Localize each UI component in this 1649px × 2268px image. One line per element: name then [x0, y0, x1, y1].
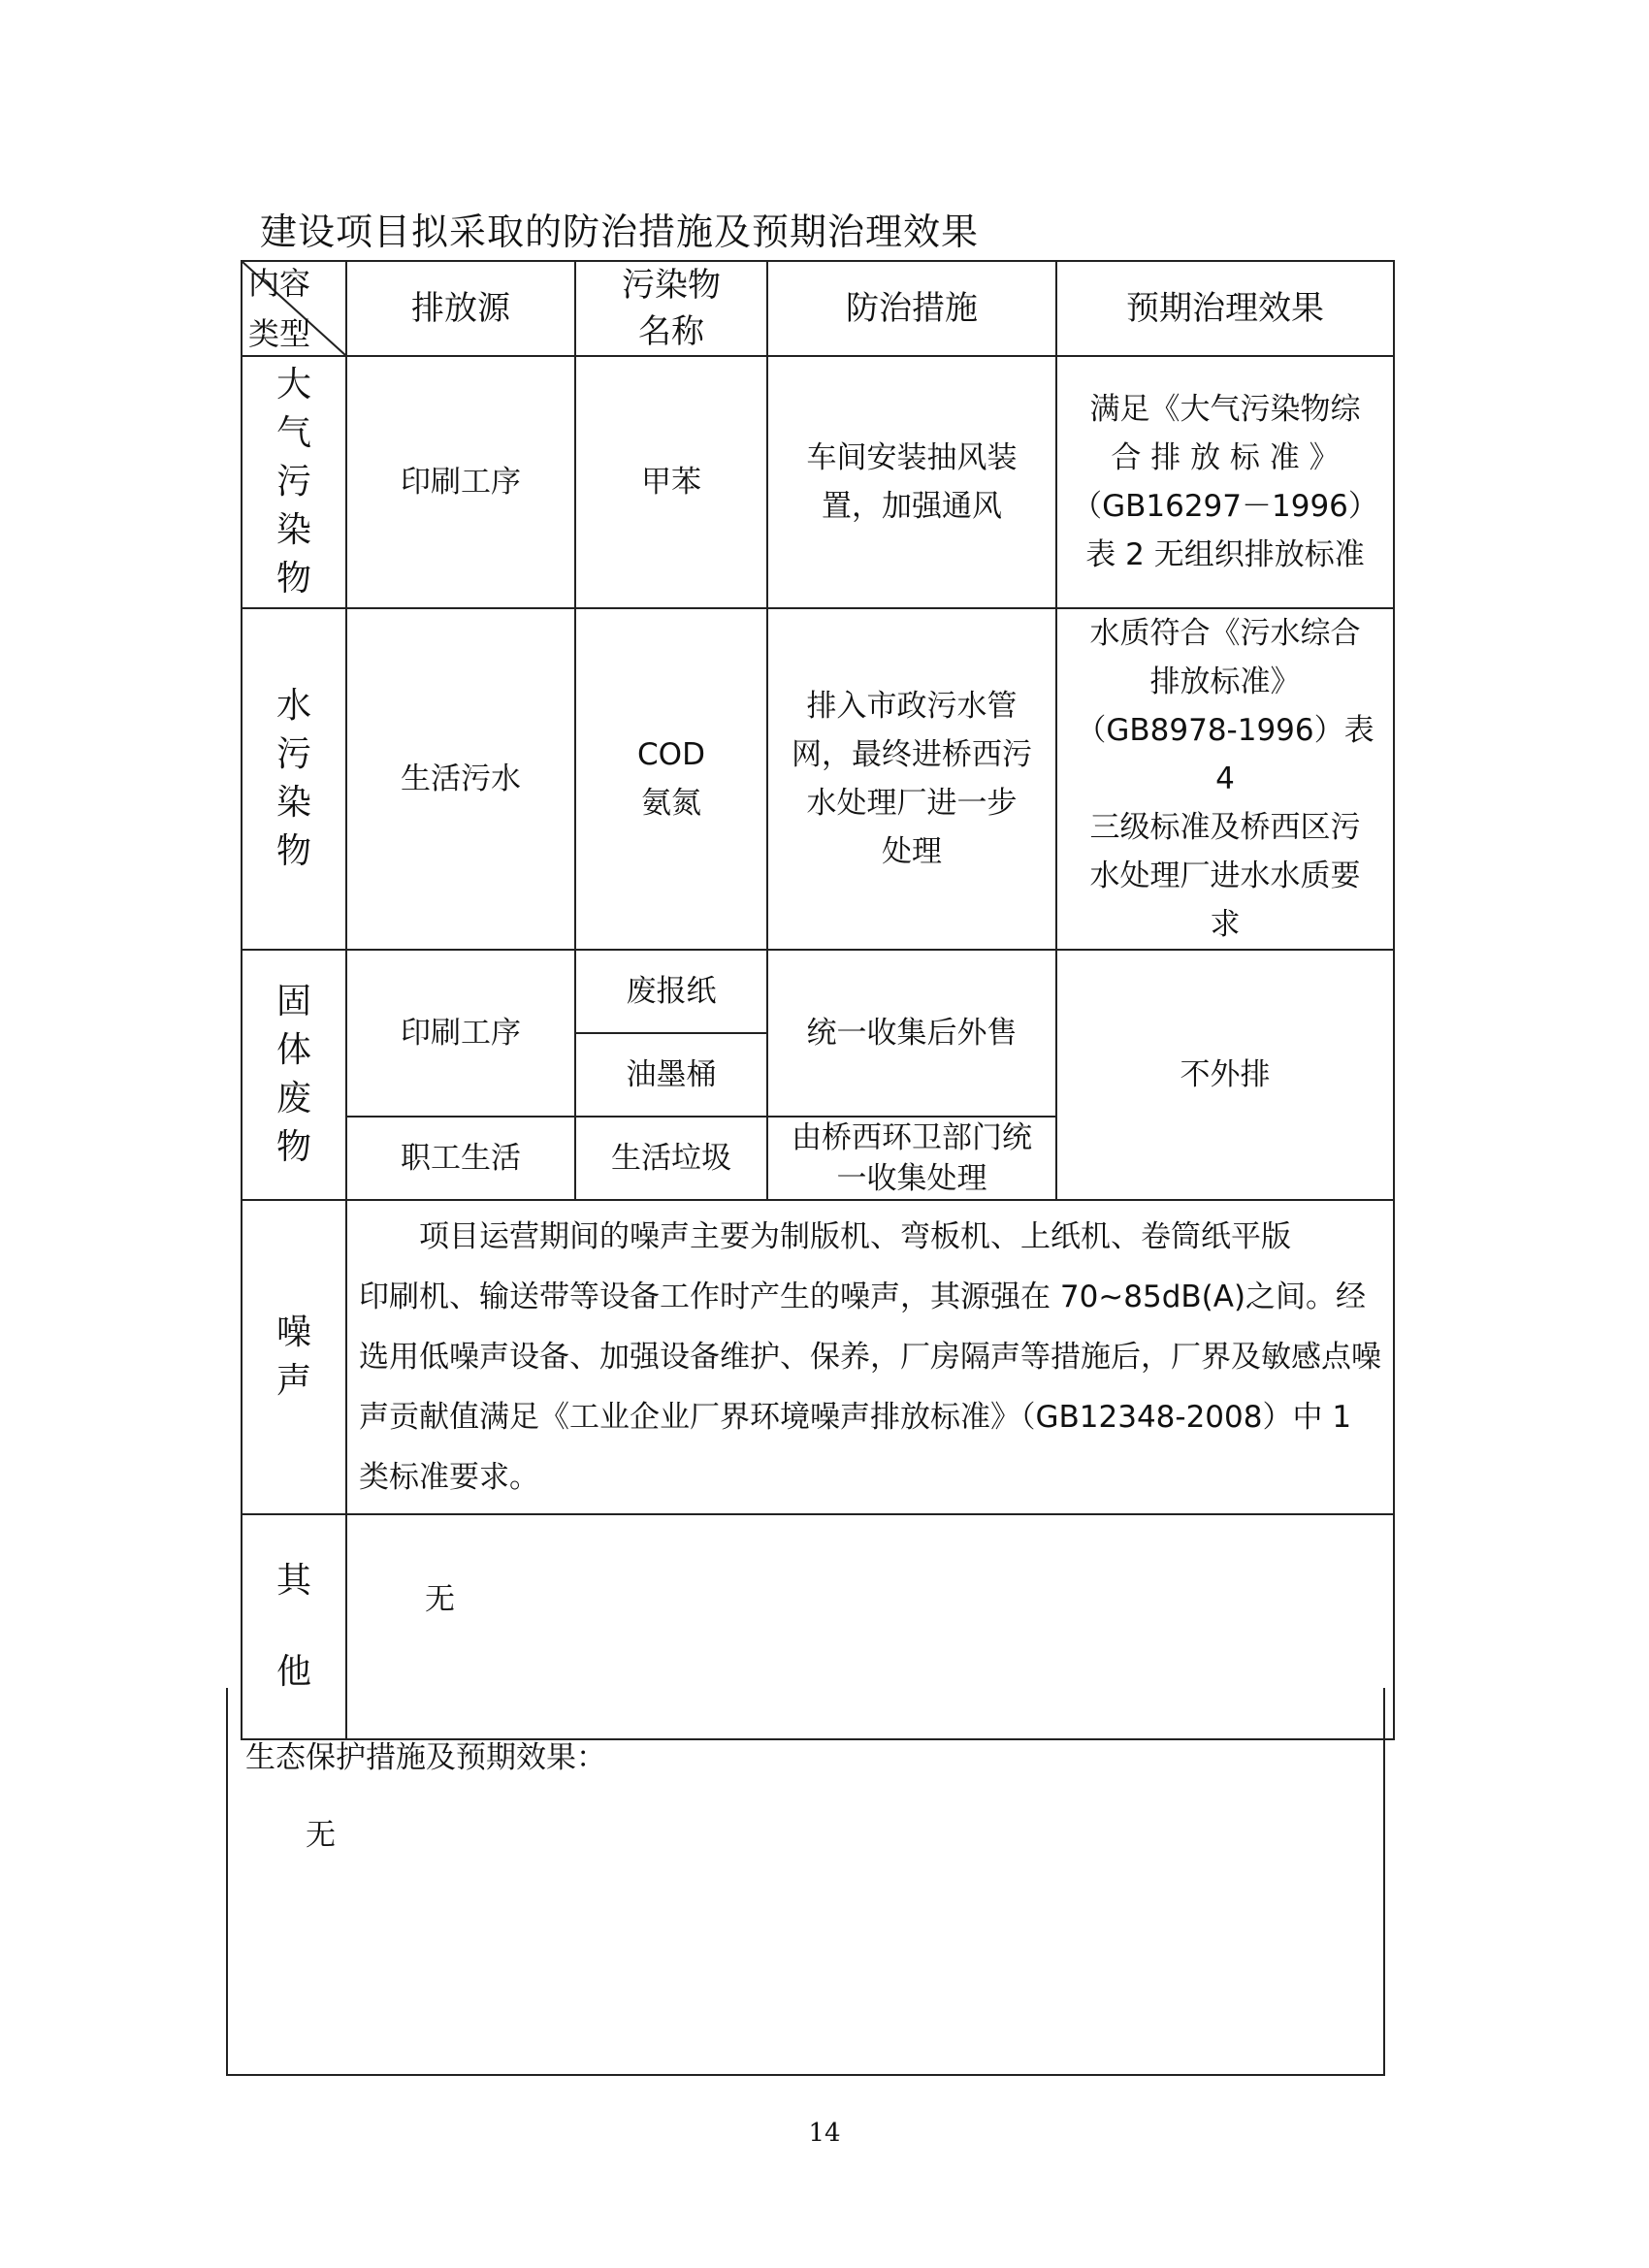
- table-row-water: [242, 608, 1394, 950]
- page-title: 建设项目拟采取的防治措施及预期治理效果: [260, 211, 980, 253]
- solid-measure-sanitation: 由桥西环卫部门统 一收集处理: [767, 1117, 1056, 1200]
- solid-pollutant-garbage: 生活垃圾: [575, 1117, 767, 1200]
- corner-type-label: 类型: [248, 315, 311, 352]
- category-air: 大 气 污 染 物: [242, 356, 346, 608]
- header-source: 排放源: [346, 261, 575, 356]
- water-source: 生活污水: [346, 608, 575, 950]
- corner-content-label: 内容: [248, 265, 311, 302]
- table-header-row: [242, 261, 1394, 356]
- air-source: 印刷工序: [346, 356, 575, 608]
- header-effect: 预期治理效果: [1056, 261, 1394, 356]
- category-other: 其 他: [242, 1514, 346, 1739]
- header-pollutant: 污染物 名称: [575, 261, 767, 356]
- solid-measure-sell: 统一收集后外售: [767, 950, 1056, 1117]
- solid-pollutant-ink: 油墨桶: [575, 1033, 767, 1117]
- eco-section: [226, 1688, 1385, 2076]
- table-row-solid-1: [242, 950, 1394, 1033]
- noise-text-rest: 印刷机、输送带等设备工作时产生的噪声，其源强在 70~85dB(A)之间。经选用低噪声设备、加强设备维护、保养，厂房隔声等措施后，厂界及敏感点噪声贡献值满足《工业企业厂界环境噪声排放标准》（GB12348-2008）中 1 类标准要求。: [359, 1280, 1381, 1495]
- air-pollutant: 甲苯: [575, 356, 767, 608]
- table-row-air: [242, 356, 1394, 608]
- category-water: 水 污 染 物: [242, 608, 346, 950]
- other-value: 无: [346, 1514, 1394, 1739]
- solid-effect: 不外排: [1056, 950, 1394, 1200]
- air-effect: 满足《大气污染物综 合 排 放 标 准 》 （GB16297－1996） 表 2 无组织排放标准: [1056, 356, 1394, 608]
- eco-title: 生态保护措施及预期效果：: [245, 1740, 606, 1775]
- solid-pollutant-paper: 废报纸: [575, 950, 767, 1033]
- page-number: 14: [808, 2119, 841, 2148]
- header-measure: 防治措施: [767, 261, 1056, 356]
- solid-source-printing: 印刷工序: [346, 950, 575, 1117]
- noise-description: [346, 1200, 1394, 1514]
- header-corner-cell: [242, 261, 346, 356]
- water-measure: 排入市政污水管 网，最终进桥西污 水处理厂进一步 处理: [767, 608, 1056, 950]
- measures-table: [241, 260, 1395, 1740]
- category-solid: 固 体 废 物: [242, 950, 346, 1200]
- water-pollutant: COD 氨氮: [575, 608, 767, 950]
- table-row-noise: [242, 1200, 1394, 1514]
- solid-source-staff: 职工生活: [346, 1117, 575, 1200]
- water-effect: 水质符合《污水综合 排放标准》 （GB8978-1996）表 4 三级标准及桥西区污 水处理厂进水水质要 求: [1056, 608, 1394, 950]
- air-measure: 车间安装抽风装 置，加强通风: [767, 356, 1056, 608]
- eco-value: 无: [306, 1818, 336, 1853]
- category-noise: 噪 声: [242, 1200, 346, 1514]
- noise-text-first: 项目运营期间的噪声主要为制版机、弯板机、上纸机、卷筒纸平版: [419, 1219, 1291, 1254]
